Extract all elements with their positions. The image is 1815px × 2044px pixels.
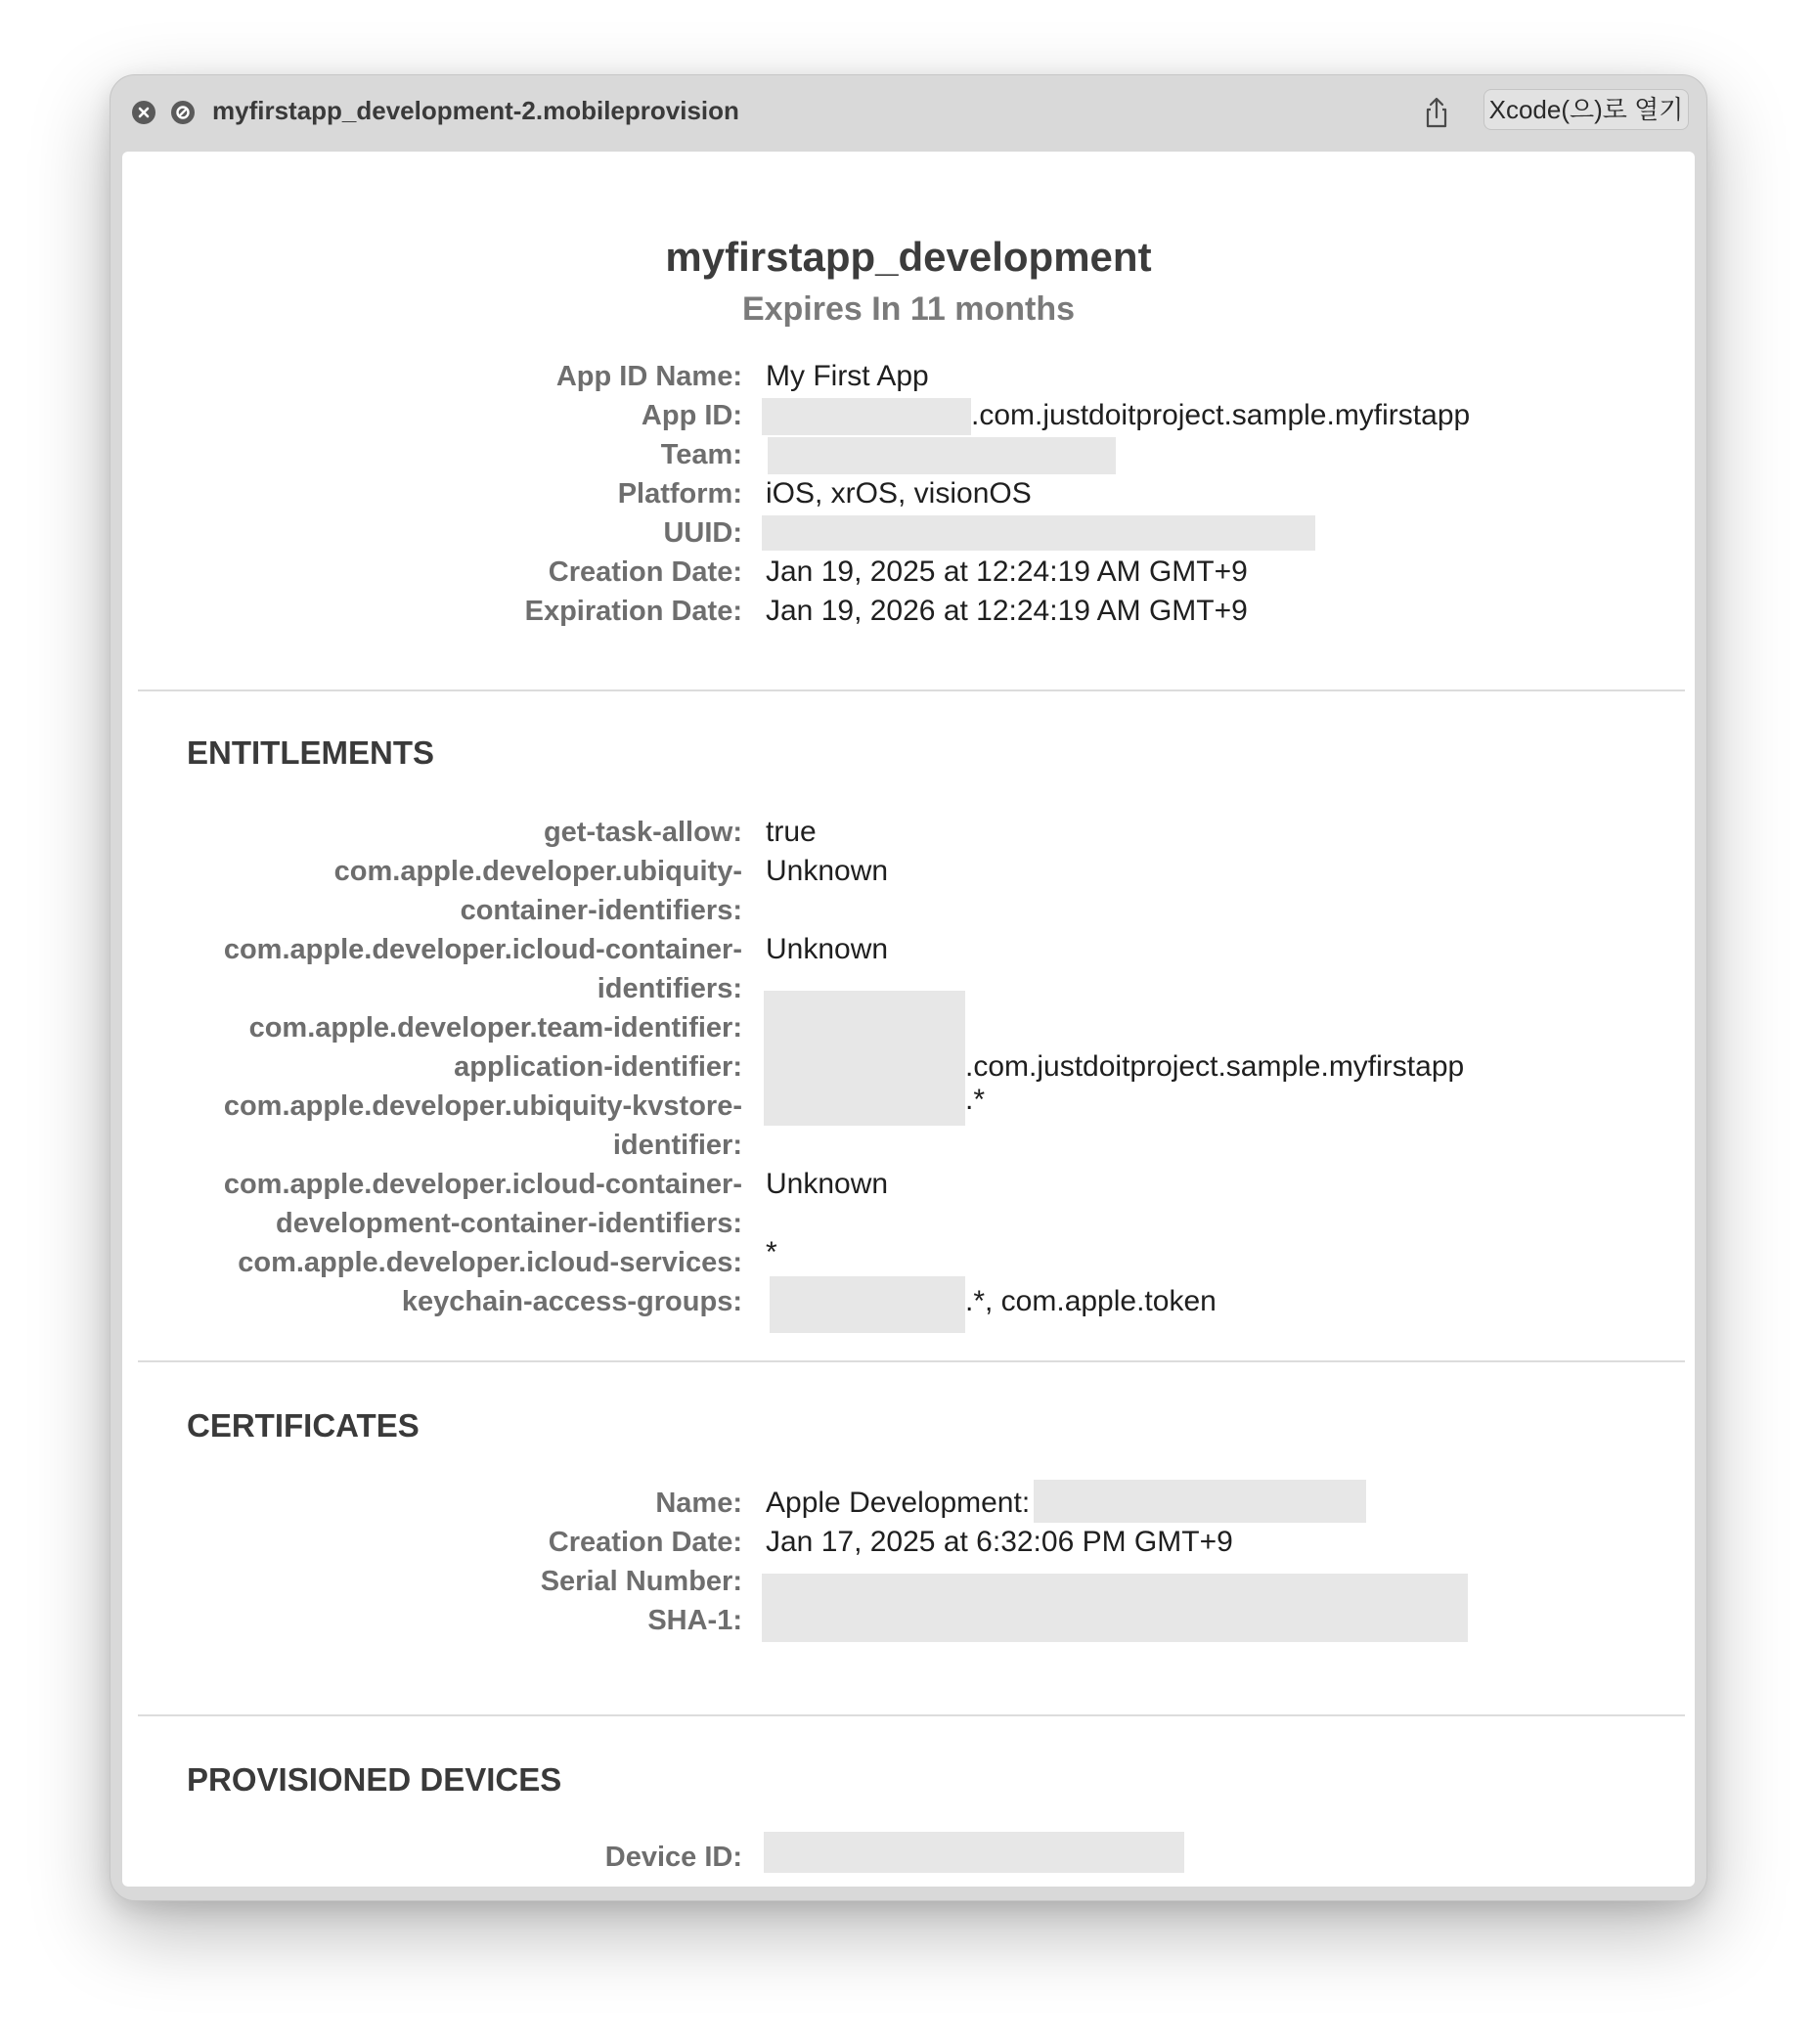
open-with-xcode-button[interactable]: Xcode(으)로 열기 (1483, 89, 1689, 130)
entitlements-heading: ENTITLEMENTS (187, 734, 434, 771)
get-task-allow-value: true (766, 816, 817, 848)
keychain-access-groups-label: keychain-access-groups: (401, 1286, 742, 1317)
icloud-services-value: * (766, 1236, 777, 1268)
title-bar[interactable] (111, 75, 1706, 150)
platform-label: Platform: (617, 478, 742, 510)
certificates-heading: CERTIFICATES (187, 1407, 420, 1444)
expiry-summary: Expires In 11 months (741, 290, 1076, 328)
redacted-block (762, 1574, 1468, 1642)
serial-number-label: Serial Number: (540, 1566, 742, 1597)
icloud-container-value: Unknown (766, 933, 889, 965)
get-task-allow-label: get-task-allow: (543, 817, 742, 848)
creation-date-value: Jan 19, 2025 at 12:24:19 AM GMT+9 (766, 555, 1248, 588)
ubiquity-container-label-cont: container-identifiers: (460, 895, 742, 926)
certificate-creation-value: Jan 17, 2025 at 6:32:06 PM GMT+9 (766, 1526, 1233, 1558)
share-icon[interactable] (1417, 93, 1456, 132)
team-label: Team: (660, 439, 742, 470)
ubiquity-container-label: com.apple.developer.ubiquity- (333, 856, 742, 887)
kvstore-value: .* (965, 1084, 986, 1116)
icloud-dev-container-label-cont: development-container-identifiers: (276, 1208, 742, 1239)
icloud-dev-container-value: Unknown (766, 1168, 889, 1200)
provisioned-devices-heading: PROVISIONED DEVICES (187, 1761, 562, 1798)
application-identifier-value: .com.justdoitproject.sample.myfirstapp (965, 1050, 1465, 1083)
expiration-date-value: Jan 19, 2026 at 12:24:19 AM GMT+9 (766, 595, 1248, 627)
quicklook-window (110, 74, 1707, 1901)
divider (138, 1714, 1685, 1716)
redacted-block (764, 1832, 1184, 1873)
platform-value: iOS, xrOS, visionOS (766, 477, 1032, 510)
creation-date-label: Creation Date: (548, 556, 742, 588)
ubiquity-container-value: Unknown (766, 855, 889, 887)
icloud-container-label-cont: identifiers: (597, 973, 742, 1004)
redacted-block (770, 1276, 965, 1333)
team-identifier-label: com.apple.developer.team-identifier: (248, 1012, 742, 1044)
redacted-block (762, 515, 1315, 551)
certificate-name-value: Apple Development: (766, 1487, 1031, 1519)
uuid-label: UUID: (663, 517, 742, 549)
kvstore-label-cont: identifier: (612, 1130, 742, 1161)
redacted-block (768, 437, 1116, 474)
divider (138, 689, 1685, 691)
profile-content (122, 152, 1695, 1887)
certificate-name-label: Name: (655, 1488, 742, 1519)
app-id-name-label: App ID Name: (555, 361, 742, 392)
certificate-creation-label: Creation Date: (548, 1527, 742, 1558)
profile-name: myfirstapp_development (665, 234, 1152, 280)
icloud-dev-container-label: com.apple.developer.icloud-container- (223, 1169, 742, 1200)
kvstore-label: com.apple.developer.ubiquity-kvstore- (223, 1090, 742, 1122)
app-id-label: App ID: (641, 400, 742, 431)
divider (138, 1360, 1685, 1362)
keychain-access-groups-value: .*, com.apple.token (965, 1285, 1217, 1317)
icloud-services-label: com.apple.developer.icloud-services: (238, 1247, 742, 1278)
window-title: myfirstapp_development-2.mobileprovision (212, 96, 739, 125)
redacted-block (762, 398, 971, 435)
close-icon[interactable] (132, 101, 155, 124)
app-id-value: .com.justdoitproject.sample.myfirstapp (971, 399, 1471, 431)
application-identifier-label: application-identifier: (454, 1051, 742, 1083)
expiration-date-label: Expiration Date: (524, 596, 742, 627)
app-id-name-value: My First App (766, 360, 929, 392)
redacted-block (1034, 1480, 1366, 1523)
redacted-block (764, 991, 965, 1126)
icloud-container-label: com.apple.developer.icloud-container- (223, 934, 742, 965)
device-id-label: Device ID: (604, 1842, 742, 1873)
disabled-icon[interactable] (171, 101, 195, 124)
sha1-label: SHA-1: (647, 1605, 742, 1636)
